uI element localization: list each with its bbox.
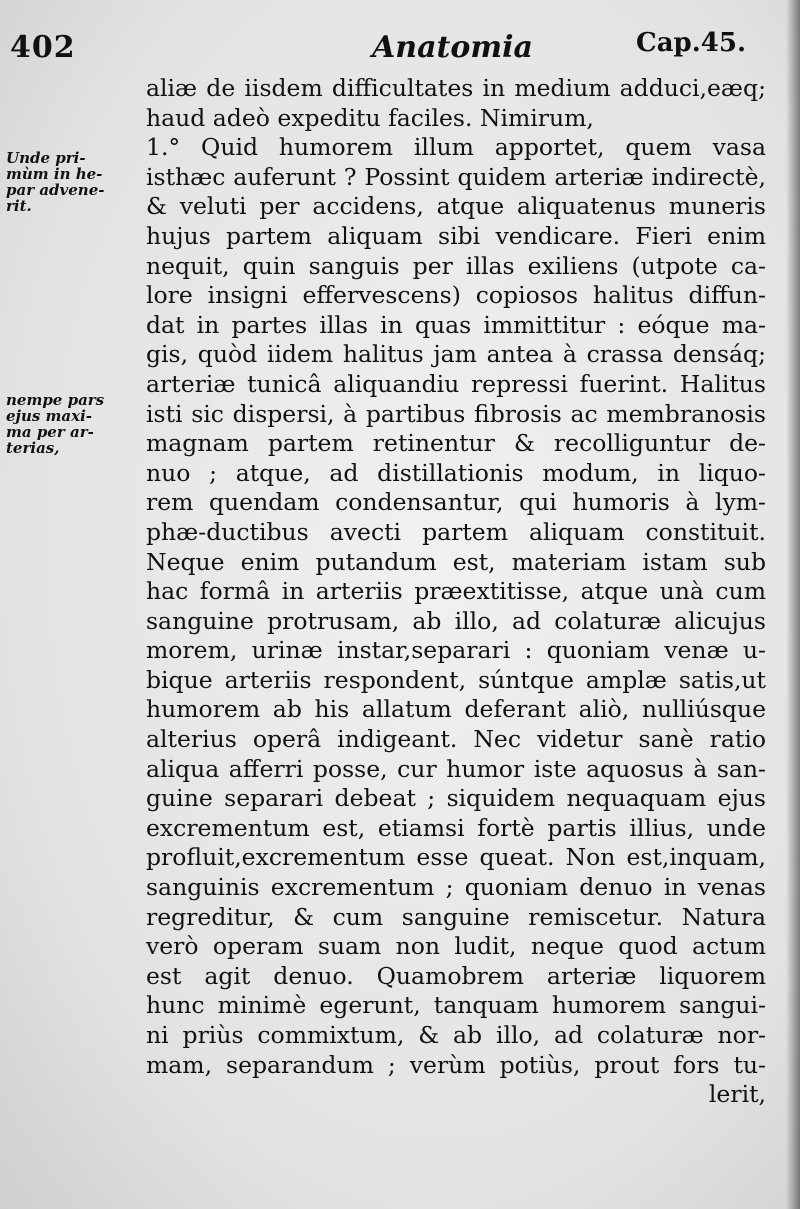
text-line: excrementum est, etiamsi fortè partis illius, unde: [146, 813, 766, 842]
text-line: arteriæ tunicâ aliquandiu repressi fuerint. Halitus: [146, 369, 766, 398]
margin-note-2: [6, 392, 130, 456]
margin-note-line: terias,: [6, 439, 60, 457]
text-line: hac formâ in arteriis præextitisse, atque unà cum: [146, 577, 766, 606]
catchword: lerit,: [708, 1080, 766, 1109]
margin-note-line: ejus maxi-: [6, 407, 93, 425]
text-line: est agit denuo. Quamobrem arteriæ liquorem: [146, 961, 766, 990]
margin-note-line: ma per ar-: [6, 423, 94, 441]
margin-note-line: rit.: [6, 197, 32, 215]
text-line: isti sic dispersi, à partibus fibrosis ac membranosis: [146, 399, 766, 428]
margin-note-line: nempe pars: [6, 391, 105, 409]
text-line: guine separari debeat ; siquidem nequaquam ejus: [146, 784, 766, 813]
text-line: haud adeò expeditu faciles. Nimirum,: [146, 103, 594, 132]
text-line: & veluti per accidens, atque aliquatenus muneris: [146, 192, 766, 221]
text-line: aliæ de iisdem difficultates in medium adduci,eæq;: [146, 74, 766, 102]
text-line: nuo ; atque, ad distillationis modum, in liquo-: [146, 458, 766, 487]
text-line: regreditur, & cum sanguine remiscetur. Natura: [146, 902, 766, 931]
text-line: Neque enim putandum est, materiam istam sub: [146, 547, 766, 576]
text-line: hunc minimè egerunt, tanquam humorem sangui-: [146, 991, 766, 1020]
text-line: humorem ab his allatum deferant aliò, nulliúsque: [146, 695, 766, 724]
text-line: phæ-ductibus avecti partem aliquam constituit.: [146, 517, 766, 546]
text-line: mam, separandum ; verùm potiùs, prout fors tu-: [146, 1050, 766, 1079]
text-line: sanguinis excrementum ; quoniam denuo in venas: [146, 873, 766, 902]
text-line: magnam partem retinentur & recolliguntur de-: [146, 429, 766, 458]
text-line: gis, quòd iidem halitus jam antea à crassa densáq;: [146, 340, 766, 369]
text-line: bique arteriis respondent, súntque amplæ satis,ut: [146, 665, 766, 694]
page-number: 402: [10, 30, 76, 65]
running-title: Anatomia: [372, 30, 533, 65]
text-line: alterius operâ indigeant. Nec videtur sanè ratio: [146, 725, 766, 754]
text-line: isthæc auferunt ? Possint quidem arteriæ indirectè,: [146, 162, 766, 191]
text-line: dat in partes illas in quas immittitur : eóque ma-: [146, 310, 766, 339]
margin-note-line: mùm in he-: [6, 165, 103, 183]
text-line: ni priùs commixtum, & ab illo, ad colaturæ nor-: [146, 1021, 766, 1049]
text-line: rem quendam condensantur, qui humoris à lym-: [146, 488, 766, 517]
text-line: profluit,excrementum esse queat. Non est,inquam,: [146, 843, 766, 872]
chapter-label: Cap.45.: [636, 28, 747, 58]
margin-note-line: par advene-: [6, 181, 105, 199]
text-line: lore insigni effervescens) copiosos halitus diffun-: [146, 281, 766, 310]
text-line: aliqua afferri posse, cur humor iste aquosus à san-: [146, 754, 766, 783]
text-line: 1.° Quid humorem illum apportet, quem vasa: [146, 133, 766, 162]
text-line: nequit, quin sanguis per illas exiliens (utpote ca-: [146, 251, 766, 280]
margin-note-1: [6, 150, 130, 214]
text-line: hujus partem aliquam sibi vendicare. Fieri enim: [146, 221, 766, 250]
running-header: [0, 22, 800, 68]
body-text: [146, 74, 766, 1110]
text-line: morem, urinæ instar,separari : quoniam venæ u-: [146, 636, 766, 665]
text-line: verò operam suam non ludit, neque quod actum: [146, 932, 766, 961]
text-line: sanguine protrusam, ab illo, ad colaturæ alicujus: [146, 606, 766, 635]
margin-note-line: Unde pri-: [6, 149, 86, 167]
